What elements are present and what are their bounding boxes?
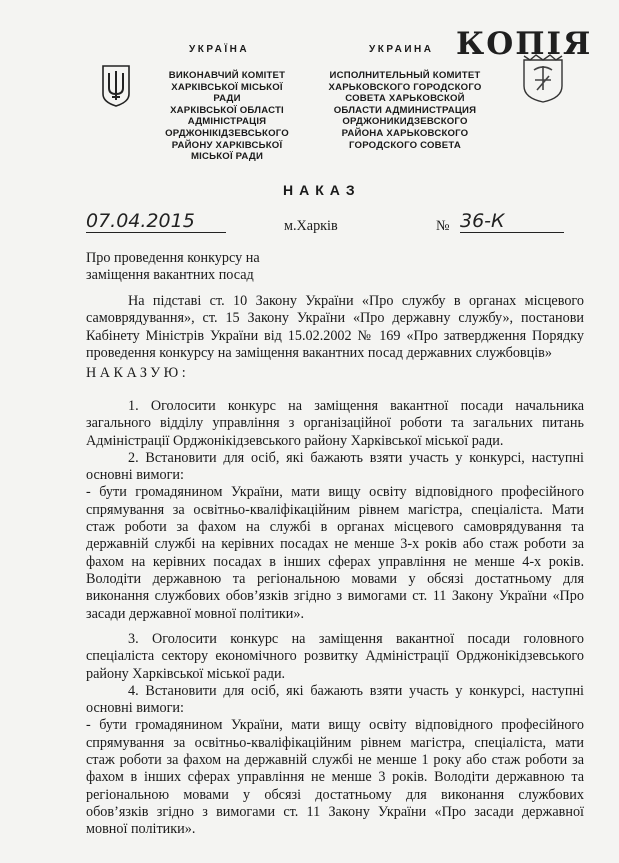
- left-org-line: МІСЬКОЇ РАДИ: [190, 151, 264, 163]
- left-org-line: АДМІНІСТРАЦІЯ: [187, 116, 267, 128]
- order-block-2: [86, 631, 584, 839]
- right-org-line: ГОРОДСКОГО СОВЕТА: [349, 139, 461, 151]
- preamble-line: самоврядування», ст. 15 Закону України «Про державну службу», постанови: [86, 310, 584, 327]
- left-org-line: ХАРКІВСЬКОЇ МІСЬКОЇ РАДИ: [171, 81, 283, 105]
- preamble-line: проведення конкурсу на заміщення вакантних посад державних службовців»: [86, 344, 552, 361]
- right-org-line: ИСПОЛНИТЕЛЬНЫЙ КОМИТЕТ: [329, 70, 481, 81]
- right-org-line: ОРДЖОНИКИДЗЕВСКОГО: [342, 116, 468, 128]
- block-line: 2. Встановити для осіб, які бажають взяти участь у конкурсі, наступні: [128, 449, 584, 466]
- block-line: мовної політики».: [86, 821, 196, 838]
- block-line: стаж роботи за фахом на службі в органах місцевого самоврядування та: [86, 519, 584, 536]
- left-org-line: ХАРКІВСЬКОЇ ОБЛАСТІ: [170, 104, 284, 116]
- block-line: - бути громадянином України, мати вищу освіту відповідного професійного: [86, 484, 584, 501]
- block-line: основні вимоги:: [86, 700, 184, 717]
- trident-coat-of-arms-icon: [100, 64, 132, 108]
- left-org-line: РАЙОНУ ХАРКІВСЬКОЇ: [171, 139, 283, 151]
- block-line: стаж роботи за фахом на державній службі не менше 1 року або стаж роботи за: [86, 752, 584, 769]
- right-org-line: ХАРЬКОВСКОГО ГОРОДСКОГО: [328, 81, 482, 93]
- subject-line: заміщення вакантних посад: [86, 267, 254, 284]
- right-org-block: [320, 70, 490, 151]
- left-country: УКРАЇНА: [189, 44, 250, 55]
- block-line: державній службі на керівних посадах не менше 3-х років або стаж роботи за: [86, 536, 584, 553]
- block-line: Адміністрації Орджонікідзевського району Харківської міської ради.: [86, 432, 504, 449]
- block-line: 3. Оголосити конкурс на заміщення вакантної посади головного: [128, 631, 584, 647]
- right-org-line: ОБЛАСТИ АДМИНИСТРАЦИЯ: [333, 104, 477, 116]
- document-date: 07.04.2015: [86, 210, 226, 233]
- copy-stamp: КОПІЯ: [456, 26, 593, 62]
- right-org-line: РАЙОНА ХАРЬКОВСКОГО: [341, 127, 469, 139]
- order-block-1: [86, 398, 584, 623]
- document-title: НАКАЗ: [283, 182, 361, 198]
- block-line: Володіти державною та регіональною мовами у обсязі достатньому для: [86, 570, 584, 587]
- block-line: основні вимоги:: [86, 467, 184, 484]
- left-org-block: [162, 70, 292, 163]
- block-line: спеціаліста сектору економічного розвитку Адміністрації Орджонікідзевського: [86, 648, 584, 665]
- document-city: м.Харків: [284, 218, 338, 234]
- block-line: регіональною мовами у обсязі достатньому для виконання службових: [86, 786, 584, 803]
- order-word: НАКАЗУЮ:: [86, 365, 190, 381]
- block-line: виконання службових обов’язків згідно з вимогами ст. 11 Закону України «Про: [86, 588, 584, 605]
- block-line: обов’язків згідно з вимогами ст. 11 Закону України «Про засади державної: [86, 803, 584, 820]
- city-emblem-icon: [520, 52, 566, 104]
- number-sign: №: [436, 218, 450, 234]
- block-line: загального відділу управління з організаційної роботи та загальних питань: [86, 415, 584, 432]
- document-subject: [86, 250, 260, 285]
- block-line: фахом в інших сферах управління не менше 3 років. Володіти державною та: [86, 769, 584, 786]
- document-number: 36-К: [460, 210, 564, 233]
- block-line: - бути громадянином України, мати вищу освіту відповідного професійного: [86, 717, 584, 734]
- left-org-line: ВИКОНАВЧИЙ КОМІТЕТ: [168, 70, 286, 81]
- subject-line: Про проведення конкурсу на: [86, 250, 260, 266]
- block-line: спрямування за освітньо-кваліфікаційним рівнем магістра, спеціаліста, мати: [86, 734, 584, 751]
- block-line: 4. Встановити для осіб, які бажають взяти участь у конкурсі, наступні: [128, 682, 584, 699]
- preamble-line: На підставі ст. 10 Закону України «Про службу в органах місцевого: [128, 293, 584, 309]
- block-line: фахом на керівних посадах в інших сферах управління не менше 4-х років.: [86, 553, 584, 570]
- preamble: [86, 293, 584, 362]
- right-country: УКРАИНА: [369, 44, 434, 55]
- preamble-line: Кабінету Міністрів України від 15.02.2002 № 169 «Про затвердження Порядку: [86, 327, 584, 344]
- left-org-line: ОРДЖОНІКІДЗЕВСЬКОГО: [165, 127, 289, 139]
- block-line: району Харківської міської ради.: [86, 665, 286, 682]
- right-org-line: СОВЕТА ХАРЬКОВСКОЙ: [345, 93, 465, 105]
- block-line: 1. Оголосити конкурс на заміщення вакантної посади начальника: [128, 398, 584, 414]
- block-line: засади державної мовної політики».: [86, 605, 304, 622]
- block-line: спрямування за освітньо-кваліфікаційним рівнем магістра, спеціаліста. Мати: [86, 501, 584, 518]
